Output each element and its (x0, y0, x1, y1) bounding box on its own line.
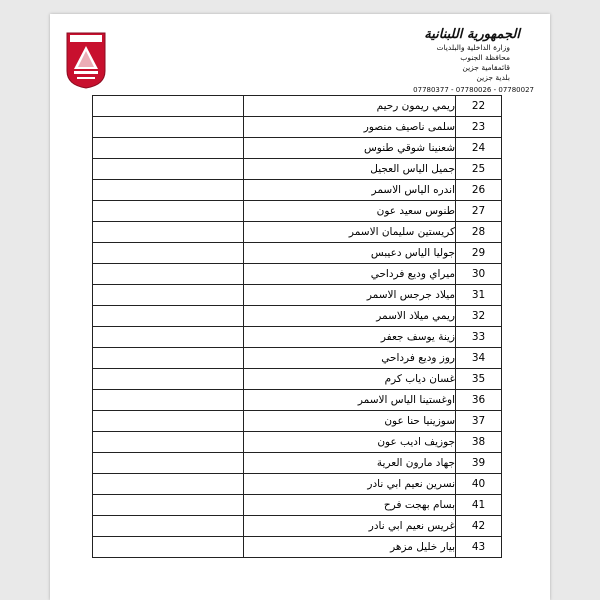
row-number: 36 (456, 390, 502, 411)
table-row (93, 537, 502, 558)
row-number: 23 (456, 117, 502, 138)
blank-cell (93, 495, 244, 516)
table-row (93, 138, 502, 159)
blank-cell (93, 411, 244, 432)
letterhead (50, 14, 550, 94)
letterhead-text (413, 26, 534, 95)
blank-cell (93, 537, 244, 558)
table-row (93, 96, 502, 117)
blank-cell (93, 222, 244, 243)
table-row (93, 390, 502, 411)
row-number: 40 (456, 474, 502, 495)
table-row (93, 180, 502, 201)
names-table (92, 95, 502, 558)
blank-cell (93, 96, 244, 117)
district-line: قائمقامية جزين (462, 63, 510, 72)
table-row (93, 453, 502, 474)
row-number: 25 (456, 159, 502, 180)
blank-cell (93, 327, 244, 348)
name-cell: ميراي وديع فرداحي (244, 264, 456, 285)
row-number: 30 (456, 264, 502, 285)
table-row (93, 327, 502, 348)
blank-cell (93, 117, 244, 138)
table-row (93, 159, 502, 180)
blank-cell (93, 432, 244, 453)
governorate-line: محافظة الجنوب (460, 53, 510, 62)
name-cell: ريمي ريمون رحيم (244, 96, 456, 117)
row-number: 24 (456, 138, 502, 159)
row-number: 22 (456, 96, 502, 117)
blank-cell (93, 474, 244, 495)
name-cell: بيار خليل مزهر (244, 537, 456, 558)
blank-cell (93, 453, 244, 474)
names-table-body (93, 96, 502, 558)
table-row (93, 117, 502, 138)
name-cell: زينة يوسف جعفر (244, 327, 456, 348)
blank-cell (93, 180, 244, 201)
blank-cell (93, 516, 244, 537)
name-cell: كريستين سليمان الاسمر (244, 222, 456, 243)
name-cell: غريس نعيم ابي نادر (244, 516, 456, 537)
blank-cell (93, 201, 244, 222)
row-number: 41 (456, 495, 502, 516)
row-number: 29 (456, 243, 502, 264)
blank-cell (93, 390, 244, 411)
row-number: 27 (456, 201, 502, 222)
document-page (50, 14, 550, 600)
row-number: 38 (456, 432, 502, 453)
name-cell: جوليا الياس دعيبس (244, 243, 456, 264)
name-cell: سوزينيا حنا عون (244, 411, 456, 432)
row-number: 39 (456, 453, 502, 474)
blank-cell (93, 306, 244, 327)
blank-cell (93, 159, 244, 180)
table-row (93, 369, 502, 390)
table-row (93, 411, 502, 432)
table-row (93, 474, 502, 495)
name-cell: سلمى ناصيف منصور (244, 117, 456, 138)
name-cell: ريمي ميلاد الاسمر (244, 306, 456, 327)
phone-numbers: 07780377 - 07780026 - 07780027 (413, 86, 534, 94)
blank-cell (93, 285, 244, 306)
table-row (93, 495, 502, 516)
blank-cell (93, 138, 244, 159)
name-cell: جميل الياس العجيل (244, 159, 456, 180)
name-cell: جوزيف اديب عون (244, 432, 456, 453)
name-cell: طنوس سعيد عون (244, 201, 456, 222)
country-title: الجمهورية اللبنانية (424, 27, 520, 42)
name-cell: نسرين نعيم ابي نادر (244, 474, 456, 495)
ministry-line: وزارة الداخلية والبلديات (436, 43, 510, 52)
table-row (93, 222, 502, 243)
blank-cell (93, 369, 244, 390)
name-cell: اندره الياس الاسمر (244, 180, 456, 201)
row-number: 34 (456, 348, 502, 369)
municipality-logo (66, 31, 106, 89)
row-number: 32 (456, 306, 502, 327)
blank-cell (93, 243, 244, 264)
row-number: 43 (456, 537, 502, 558)
row-number: 35 (456, 369, 502, 390)
blank-cell (93, 264, 244, 285)
row-number: 31 (456, 285, 502, 306)
name-cell: اوغستينا الياس الاسمر (244, 390, 456, 411)
municipality-line: بلدية جزين (476, 73, 510, 82)
row-number: 37 (456, 411, 502, 432)
table-row (93, 348, 502, 369)
name-cell: غسان دياب كرم (244, 369, 456, 390)
name-cell: روز وديع فرداحي (244, 348, 456, 369)
name-cell: جهاد مارون العرية (244, 453, 456, 474)
row-number: 28 (456, 222, 502, 243)
table-row (93, 243, 502, 264)
name-cell: بسام بهجت فرح (244, 495, 456, 516)
table-row (93, 285, 502, 306)
row-number: 42 (456, 516, 502, 537)
row-number: 33 (456, 327, 502, 348)
row-number: 26 (456, 180, 502, 201)
table-row (93, 432, 502, 453)
name-cell: شعنينا شوقي طنوس (244, 138, 456, 159)
table-row (93, 201, 502, 222)
blank-cell (93, 348, 244, 369)
name-cell: ميلاد جرجس الاسمر (244, 285, 456, 306)
table-row (93, 264, 502, 285)
table-row (93, 306, 502, 327)
table-row (93, 516, 502, 537)
